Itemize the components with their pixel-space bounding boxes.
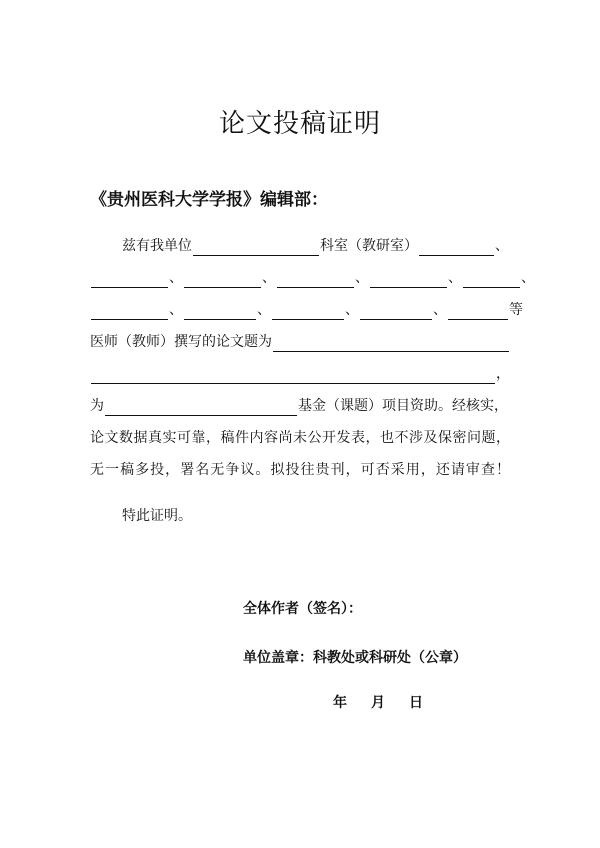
- text-no-duplicate: 无一稿多投，署名无争议。拟投往贵刊，可否采用，还请审查！: [90, 462, 510, 478]
- separator: 、: [257, 302, 271, 318]
- body-line-3: [90, 300, 523, 320]
- separator: 、: [521, 270, 535, 286]
- separator: 、: [355, 270, 369, 286]
- unit-name-field[interactable]: [193, 239, 319, 256]
- author-name-field[interactable]: [463, 271, 520, 288]
- author-name-field[interactable]: [184, 303, 256, 320]
- text-data-authentic: 论文数据真实可靠，稿件内容尚未公开发表，也不涉及保密问题，: [90, 430, 510, 446]
- separator: 、: [448, 270, 462, 286]
- addressee: 《贵州医科大学学报》编辑部：: [90, 190, 328, 210]
- body-line-4: [90, 332, 510, 352]
- text-title-intro: 医师（教师）撰写的论文题为: [90, 334, 272, 350]
- separator: ，: [496, 366, 510, 382]
- text-unit-intro: 兹有我单位: [122, 238, 192, 254]
- date-year-label: 年: [333, 695, 347, 711]
- author-name-field[interactable]: [184, 271, 261, 288]
- text-department-label: 科室（教研室）: [320, 238, 418, 254]
- closing-text: 特此证明。: [122, 508, 192, 524]
- date-month-label: 月: [371, 695, 385, 711]
- author-name-field[interactable]: [272, 303, 344, 320]
- text-fund-support: 基金（课题）项目资助。经核实，: [298, 398, 508, 414]
- body-line-6: [90, 396, 510, 416]
- fund-name-field[interactable]: [105, 399, 297, 416]
- author-name-field[interactable]: [91, 303, 168, 320]
- author-name-field[interactable]: [277, 271, 354, 288]
- body-line-1: [90, 236, 510, 256]
- paper-title-field[interactable]: [273, 335, 509, 352]
- paper-title-field-continued[interactable]: [91, 367, 495, 384]
- body-line-2: [90, 268, 535, 288]
- separator: 、: [169, 302, 183, 318]
- separator: 、: [345, 302, 359, 318]
- separator: 、: [495, 238, 509, 254]
- text-for: 为: [90, 398, 104, 414]
- author-name-field[interactable]: [91, 271, 168, 288]
- closing-line: [90, 506, 510, 526]
- separator: 、: [169, 270, 183, 286]
- body-line-7: [90, 428, 510, 448]
- author-name-field[interactable]: [360, 303, 432, 320]
- author-name-field[interactable]: [370, 271, 447, 288]
- page-title: 论文投稿证明: [218, 109, 381, 139]
- separator: 、: [262, 270, 276, 286]
- department-field[interactable]: [419, 239, 494, 256]
- body-line-8: [90, 460, 510, 480]
- body-line-5: [90, 364, 510, 384]
- separator: 、: [433, 302, 447, 318]
- author-name-field[interactable]: [448, 303, 508, 320]
- authors-signature-label: 全体作者（签名）：: [243, 601, 362, 617]
- text-etc: 等: [509, 302, 523, 318]
- date-day-label: 日: [409, 695, 423, 711]
- unit-seal-label: 单位盖章：科教处或科研处（公章）: [243, 650, 467, 666]
